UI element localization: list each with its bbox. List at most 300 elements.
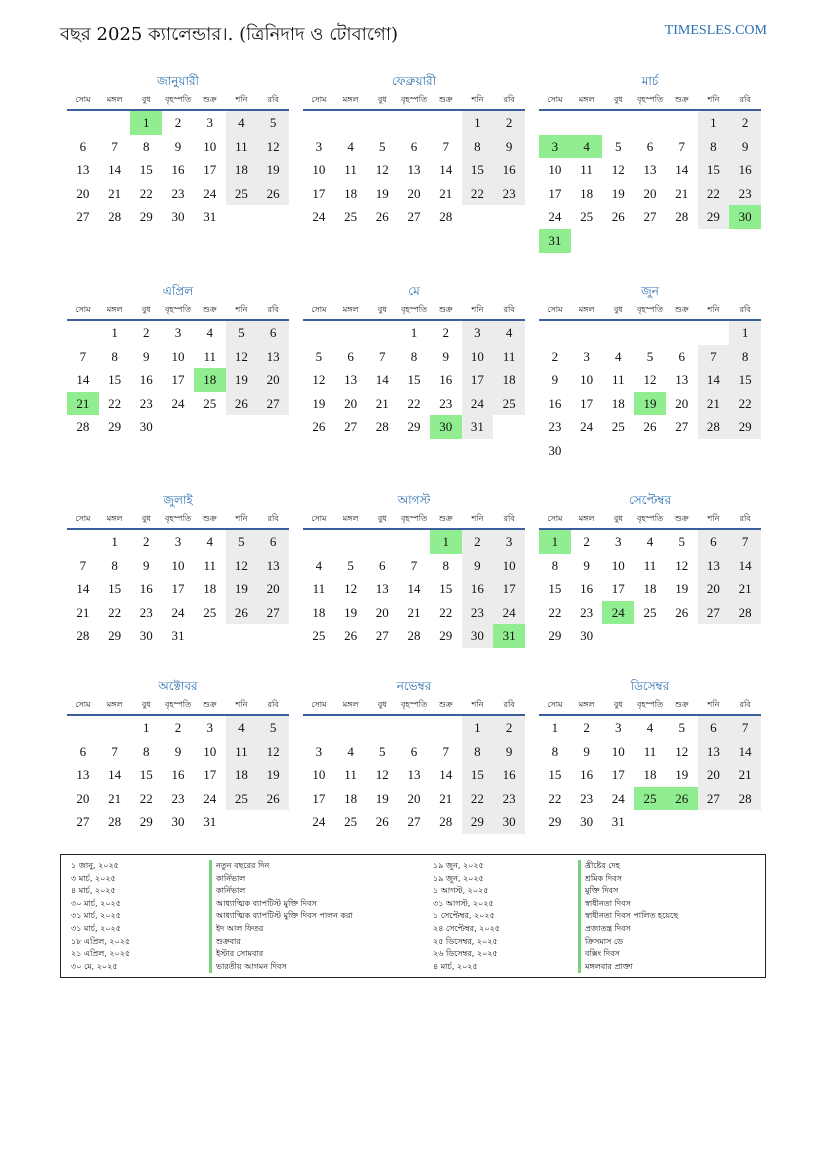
day-cell: 27: [698, 787, 730, 811]
day-cell: 3: [493, 530, 525, 554]
weekday-label: রবি: [267, 305, 279, 314]
legend-date: ১ আগস্ট, ২০২৫: [433, 886, 489, 896]
day-cell: 29: [729, 415, 761, 439]
weekday-label: বুধ: [613, 514, 623, 523]
day-cell: 22: [407, 395, 421, 411]
weekday-header: [539, 302, 761, 321]
weekday-header: [303, 697, 525, 716]
empty-day-cell: [67, 716, 99, 740]
day-cell: 24: [203, 185, 217, 201]
empty-day-cell: [698, 321, 730, 345]
day-cell: 4: [315, 557, 323, 573]
weekday-header: [303, 511, 525, 530]
empty-day-cell: [257, 205, 289, 229]
day-cell: 10: [171, 557, 185, 573]
day-cell: 14: [76, 581, 90, 597]
empty-day-cell: [666, 229, 698, 253]
empty-day-cell: [303, 716, 335, 740]
day-cell: 24: [493, 601, 525, 625]
empty-day-cell: [226, 205, 258, 229]
day-cell: 8: [442, 557, 449, 573]
holiday-day-cell: 18: [194, 368, 226, 392]
day-cell: 31: [171, 628, 185, 644]
day-cell: 7: [729, 530, 761, 554]
weekday-label: শুক্র: [438, 305, 453, 314]
legend-holiday-name: আধ্যাত্মিক ব্যাপটিস্ট মুক্তি দিবস: [209, 898, 353, 911]
legend-date: ১ জানু, ২০২৫: [71, 861, 119, 870]
day-cell: 6: [257, 530, 289, 554]
day-cell: 3: [315, 138, 323, 154]
empty-day-cell: [634, 624, 666, 648]
day-cell: 7: [442, 743, 449, 759]
legend-names-left: [209, 860, 353, 973]
day-cell: 25: [643, 604, 657, 620]
month-calendar: [303, 72, 525, 229]
day-cell: 20: [344, 395, 358, 411]
day-cell: 21: [729, 577, 761, 601]
day-cell: 20: [76, 185, 90, 201]
day-cell: 30: [171, 209, 185, 225]
day-cell: 2: [143, 325, 150, 340]
day-cell: 22: [139, 790, 153, 806]
empty-day-cell: [666, 321, 698, 345]
day-cell: 24: [548, 209, 562, 225]
day-cell: 30: [139, 419, 153, 435]
day-grid: [67, 530, 289, 648]
legend-holiday-name: আধ্যাত্মিক ব্যাপটিস্ট মুক্তি দিবস পালন করা: [209, 910, 353, 923]
weekday-label: শনি: [707, 514, 720, 523]
day-cell: 27: [344, 419, 358, 435]
empty-day-cell: [194, 415, 226, 439]
legend-holiday-name: কার্নিভাল: [209, 885, 353, 898]
day-cell: 16: [493, 763, 525, 787]
weekday-header: [67, 92, 289, 111]
day-cell: 13: [76, 767, 90, 783]
day-cell: 21: [698, 392, 730, 416]
day-cell: 3: [462, 321, 494, 345]
day-cell: 18: [203, 581, 217, 597]
day-cell: 25: [611, 419, 625, 435]
legend-holiday-name: স্বাধীনতা দিবস পালিত হয়েছে: [578, 910, 678, 923]
day-cell: 5: [226, 530, 258, 554]
holiday-day-cell: 25: [634, 787, 666, 811]
day-grid: [539, 321, 761, 463]
day-cell: 21: [375, 395, 389, 411]
day-cell: 9: [583, 557, 590, 573]
weekday-label: বৃহস্পতি: [400, 305, 428, 314]
day-cell: 17: [203, 162, 217, 178]
day-cell: 18: [611, 395, 625, 411]
day-cell: 13: [375, 581, 389, 597]
day-cell: 13: [643, 162, 657, 178]
day-cell: 23: [171, 185, 185, 201]
legend-holiday-name: ভারতীয় আগমন দিবস: [209, 961, 353, 974]
empty-day-cell: [666, 810, 698, 834]
legend-holiday-name: মঙ্গলবার প্রাক্তা: [578, 961, 678, 974]
day-cell: 11: [312, 581, 326, 597]
weekday-label: রবি: [739, 95, 751, 104]
weekday-label: শনি: [235, 95, 248, 104]
day-cell: 2: [493, 111, 525, 135]
empty-day-cell: [493, 415, 525, 439]
day-cell: 17: [493, 577, 525, 601]
day-cell: 28: [675, 209, 689, 225]
day-cell: 17: [548, 185, 562, 201]
weekday-label: রবি: [739, 514, 751, 523]
legend-holiday-name: কার্নিভাল: [209, 873, 353, 886]
month-name: জুন: [641, 284, 659, 298]
day-cell: 15: [548, 581, 562, 597]
day-cell: 7: [111, 138, 118, 154]
day-cell: 28: [439, 209, 453, 225]
legend-date: ৩ মার্চ, ২০২৫: [71, 873, 116, 883]
weekday-header: [539, 697, 761, 716]
day-cell: 27: [407, 209, 421, 225]
empty-day-cell: [226, 415, 258, 439]
day-cell: 22: [548, 790, 562, 806]
day-cell: 30: [139, 628, 153, 644]
day-cell: 7: [678, 138, 685, 154]
day-cell: 17: [312, 185, 326, 201]
empty-day-cell: [366, 530, 398, 554]
empty-day-cell: [303, 321, 335, 345]
day-cell: 23: [139, 604, 153, 620]
weekday-label: রবি: [503, 95, 515, 104]
empty-day-cell: [366, 321, 398, 345]
day-cell: 31: [203, 814, 217, 830]
day-cell: 30: [580, 814, 594, 830]
day-cell: 6: [79, 138, 87, 154]
weekday-label: বৃহস্পতি: [636, 514, 664, 523]
day-cell: 13: [675, 372, 689, 388]
day-cell: 21: [439, 185, 453, 201]
day-cell: 10: [312, 767, 326, 783]
weekday-label: সোম: [311, 305, 327, 314]
day-cell: 20: [257, 577, 289, 601]
empty-day-cell: [67, 111, 99, 135]
weekday-header: [539, 511, 761, 530]
day-cell: 24: [580, 419, 594, 435]
day-cell: 8: [111, 557, 118, 573]
day-cell: 23: [493, 182, 525, 206]
month-name: ডিসেম্বর: [630, 679, 670, 693]
day-cell: 11: [612, 372, 625, 388]
legend-holiday-name: নতুন বছরের দিন: [209, 860, 353, 873]
day-cell: 10: [611, 743, 625, 759]
day-cell: 27: [698, 601, 730, 625]
day-cell: 19: [611, 185, 625, 201]
day-cell: 8: [551, 557, 559, 573]
day-cell: 15: [139, 767, 153, 783]
weekday-label: বুধ: [141, 514, 151, 523]
weekday-label: শুক্র: [674, 700, 689, 709]
day-cell: 29: [439, 628, 453, 644]
holiday-day-cell: 3: [539, 135, 571, 159]
day-cell: 4: [646, 720, 654, 735]
day-cell: 16: [462, 577, 494, 601]
holiday-day-cell: 1: [130, 111, 162, 135]
day-cell: 23: [729, 182, 761, 206]
day-cell: 1: [462, 111, 494, 135]
day-cell: 8: [462, 740, 494, 764]
empty-day-cell: [303, 111, 335, 135]
day-cell: 14: [729, 554, 761, 578]
day-cell: 10: [493, 554, 525, 578]
day-cell: 11: [344, 162, 357, 178]
weekday-header: [67, 511, 289, 530]
day-cell: 4: [347, 138, 354, 154]
day-grid: [67, 111, 289, 229]
weekday-label: মঙ্গল: [106, 700, 123, 709]
day-cell: 23: [462, 601, 494, 625]
empty-day-cell: [602, 229, 634, 253]
day-cell: 27: [257, 601, 289, 625]
day-cell: 14: [439, 162, 453, 178]
day-cell: 10: [203, 743, 217, 759]
legend-date: ৩১ আগস্ট, ২০২৫: [433, 898, 494, 908]
day-cell: 3: [315, 743, 323, 759]
day-cell: 12: [257, 740, 289, 764]
weekday-label: শুক্র: [202, 95, 217, 104]
day-cell: 2: [551, 348, 559, 364]
day-cell: 4: [206, 534, 213, 549]
day-cell: 4: [226, 716, 258, 740]
day-cell: 14: [675, 162, 689, 178]
empty-day-cell: [335, 321, 367, 345]
holiday-day-cell: 1: [539, 530, 571, 554]
day-cell: 16: [439, 372, 453, 388]
weekday-label: বৃহস্পতি: [400, 95, 428, 104]
day-cell: 28: [76, 419, 90, 435]
day-cell: 3: [615, 534, 622, 549]
day-cell: 23: [580, 790, 594, 806]
day-cell: 17: [171, 372, 185, 388]
empty-day-cell: [99, 111, 131, 135]
day-cell: 8: [462, 135, 494, 159]
day-cell: 6: [410, 743, 418, 759]
day-cell: 21: [108, 185, 122, 201]
empty-day-cell: [698, 439, 730, 463]
holiday-day-cell: 1: [430, 530, 462, 554]
day-cell: 3: [583, 348, 590, 364]
empty-day-cell: [67, 530, 99, 554]
day-cell: 23: [493, 787, 525, 811]
month-calendar: [539, 282, 761, 463]
month-calendar: [539, 72, 761, 253]
month-calendar: [303, 282, 525, 439]
day-cell: 15: [407, 372, 421, 388]
day-cell: 22: [729, 392, 761, 416]
day-cell: 22: [439, 604, 453, 620]
empty-day-cell: [729, 439, 761, 463]
day-cell: 5: [379, 138, 386, 154]
holiday-day-cell: 21: [67, 392, 99, 416]
day-cell: 1: [729, 321, 761, 345]
weekday-label: মঙ্গল: [106, 95, 123, 104]
day-cell: 22: [108, 395, 122, 411]
legend-names-right: [578, 860, 678, 973]
legend-holiday-name: ইস্টার সোমবার: [209, 948, 353, 961]
day-cell: 19: [675, 581, 689, 597]
month-name: মে: [408, 284, 420, 298]
empty-day-cell: [67, 321, 99, 345]
empty-day-cell: [366, 716, 398, 740]
day-cell: 17: [462, 368, 494, 392]
weekday-label: মঙ্গল: [578, 514, 595, 523]
day-cell: 7: [79, 557, 87, 573]
weekday-label: বুধ: [377, 514, 387, 523]
empty-day-cell: [634, 439, 666, 463]
day-cell: 6: [347, 348, 354, 364]
day-cell: 14: [407, 581, 421, 597]
weekday-label: বুধ: [613, 95, 623, 104]
day-cell: 20: [76, 790, 90, 806]
day-cell: 19: [226, 368, 258, 392]
day-cell: 15: [548, 767, 562, 783]
legend-holiday-name: শুক্রবার: [209, 936, 353, 949]
empty-day-cell: [602, 111, 634, 135]
weekday-label: শুক্র: [674, 514, 689, 523]
day-cell: 15: [462, 158, 494, 182]
day-cell: 19: [375, 790, 389, 806]
day-cell: 8: [143, 138, 150, 154]
legend-date: ৩১ মার্চ, ২০২৫: [71, 923, 121, 933]
day-cell: 11: [226, 740, 258, 764]
empty-day-cell: [335, 111, 367, 135]
day-cell: 4: [206, 325, 213, 340]
day-cell: 1: [551, 720, 559, 735]
day-cell: 9: [551, 372, 559, 388]
day-cell: 16: [548, 395, 562, 411]
day-cell: 9: [493, 740, 525, 764]
day-cell: 30: [580, 628, 594, 644]
legend-date: ২৬ ডিসেম্বর, ২০২৫: [433, 949, 498, 959]
weekday-label: বুধ: [141, 305, 151, 314]
day-cell: 18: [493, 368, 525, 392]
empty-day-cell: [539, 321, 571, 345]
day-grid: [303, 111, 525, 229]
day-cell: 31: [203, 209, 217, 225]
day-cell: 22: [139, 185, 153, 201]
day-cell: 14: [108, 767, 122, 783]
day-cell: 29: [548, 814, 562, 830]
site-link[interactable]: TIMESLES.COM: [664, 23, 767, 38]
day-cell: 15: [439, 581, 453, 597]
day-cell: 16: [171, 767, 185, 783]
day-cell: 28: [108, 814, 122, 830]
day-cell: 16: [171, 162, 185, 178]
weekday-label: সোম: [547, 514, 563, 523]
holiday-day-cell: 26: [666, 787, 698, 811]
empty-day-cell: [666, 439, 698, 463]
day-cell: 30: [493, 810, 525, 834]
day-cell: 8: [410, 348, 418, 364]
empty-day-cell: [335, 716, 367, 740]
day-cell: 26: [643, 419, 657, 435]
day-cell: 26: [226, 601, 258, 625]
day-cell: 20: [698, 763, 730, 787]
empty-day-cell: [571, 111, 603, 135]
empty-day-cell: [602, 439, 634, 463]
holiday-day-cell: 31: [493, 624, 525, 648]
day-cell: 28: [375, 419, 389, 435]
day-cell: 29: [108, 419, 122, 435]
day-cell: 17: [580, 395, 594, 411]
empty-day-cell: [335, 530, 367, 554]
day-cell: 26: [611, 209, 625, 225]
day-cell: 22: [108, 604, 122, 620]
empty-day-cell: [634, 111, 666, 135]
empty-day-cell: [430, 716, 462, 740]
day-cell: 11: [580, 162, 593, 178]
day-cell: 26: [375, 814, 389, 830]
day-cell: 30: [462, 624, 494, 648]
weekday-label: বুধ: [613, 305, 623, 314]
day-cell: 12: [643, 372, 657, 388]
day-cell: 20: [257, 368, 289, 392]
day-cell: 10: [203, 138, 217, 154]
weekday-label: রবি: [503, 700, 515, 709]
day-cell: 21: [407, 604, 421, 620]
empty-day-cell: [493, 205, 525, 229]
day-cell: 17: [312, 790, 326, 806]
empty-day-cell: [226, 624, 258, 648]
day-cell: 17: [171, 581, 185, 597]
day-cell: 10: [462, 345, 494, 369]
day-cell: 13: [698, 740, 730, 764]
day-cell: 1: [111, 534, 118, 549]
legend-date: ১৯ জুন, ২০২৫: [433, 861, 484, 870]
day-cell: 15: [108, 372, 122, 388]
day-cell: 2: [174, 720, 182, 735]
day-cell: 28: [698, 415, 730, 439]
weekday-label: সোম: [547, 700, 563, 709]
weekday-label: শুক্র: [202, 700, 217, 709]
legend-holiday-name: শ্রমিক দিবস: [578, 873, 678, 886]
day-cell: 25: [493, 392, 525, 416]
day-cell: 19: [257, 158, 289, 182]
weekday-label: সোম: [547, 95, 563, 104]
day-cell: 24: [611, 790, 625, 806]
month-name: এপ্রিল: [162, 284, 194, 298]
empty-day-cell: [398, 530, 430, 554]
empty-day-cell: [226, 810, 258, 834]
day-cell: 1: [111, 325, 118, 340]
weekday-label: বৃহস্পতি: [164, 514, 192, 523]
day-cell: 11: [643, 743, 657, 759]
day-grid: [539, 111, 761, 253]
month-calendar: [539, 491, 761, 648]
day-cell: 25: [344, 209, 358, 225]
day-cell: 3: [174, 325, 182, 340]
empty-day-cell: [194, 624, 226, 648]
month-name: জুলাই: [163, 493, 193, 507]
day-cell: 9: [174, 743, 182, 759]
day-cell: 13: [698, 554, 730, 578]
weekday-label: সোম: [311, 514, 327, 523]
day-cell: 8: [111, 348, 118, 364]
day-cell: 2: [493, 716, 525, 740]
day-cell: 26: [675, 604, 689, 620]
weekday-label: মঙ্গল: [578, 305, 595, 314]
day-cell: 8: [143, 743, 150, 759]
legend-date: ১৯ জুন, ২০২৫: [433, 873, 484, 883]
day-cell: 16: [729, 158, 761, 182]
day-cell: 9: [729, 135, 761, 159]
day-grid: [303, 716, 525, 834]
weekday-label: বুধ: [377, 700, 387, 709]
weekday-label: শুক্র: [438, 514, 453, 523]
